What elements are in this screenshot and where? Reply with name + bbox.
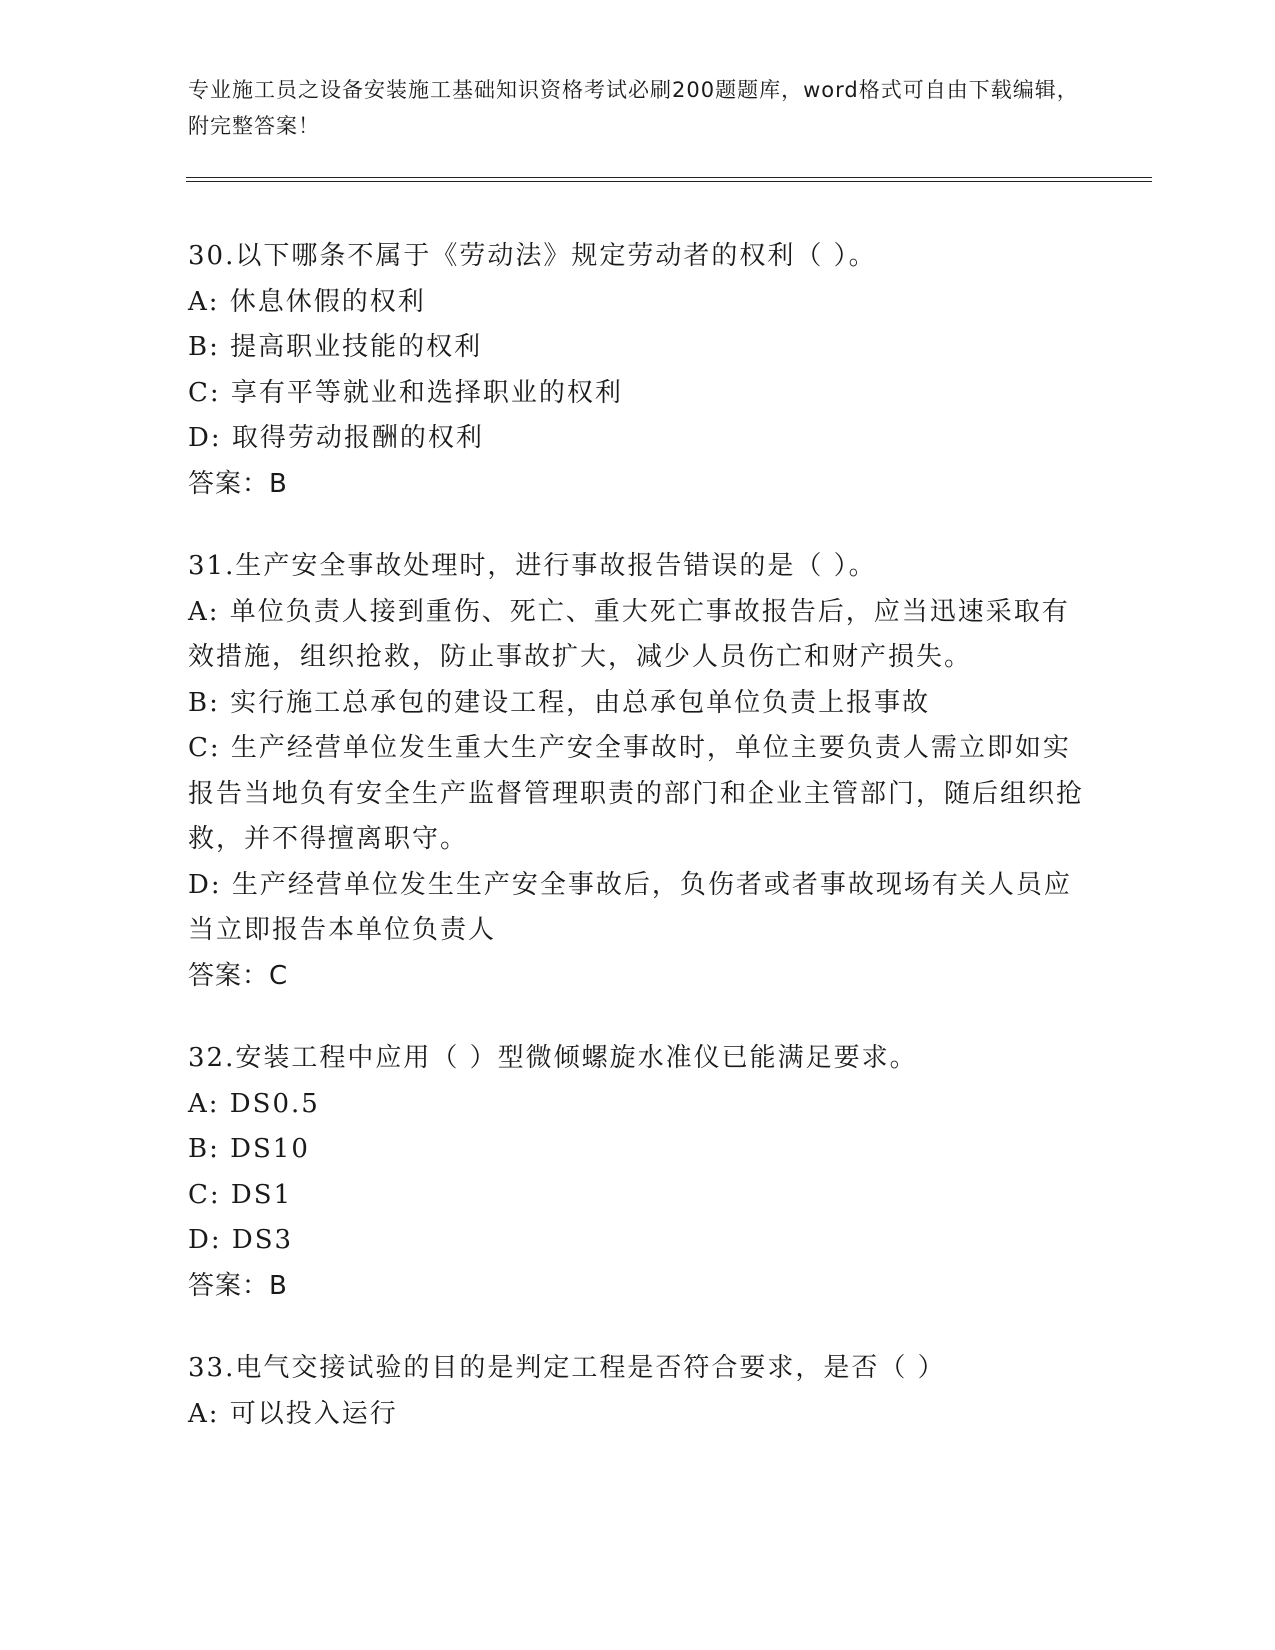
question-stem: 32.安装工程中应用（ ）型微倾螺旋水准仪已能满足要求。 <box>188 1043 918 1073</box>
option-d: D: 生产经营单位发生生产安全事故后，负伤者或者事故现场有关人员应当立即报告本单位负责人 <box>188 869 1072 945</box>
question-33 <box>188 1346 1088 1437</box>
option-c: C: 享有平等就业和选择职业的权利 <box>188 377 623 408</box>
question-32 <box>188 1036 1088 1309</box>
option-a: A: 可以投入运行 <box>188 1398 398 1429</box>
option-b: B: 实行施工总承包的建设工程，由总承包单位负责上报事故 <box>188 687 931 718</box>
header-intro-text: 专业施工员之设备安装施工基础知识资格考试必刷200题题库，word格式可自由下载编辑，附完整答案！ <box>188 78 1079 138</box>
option-d: D: 取得劳动报酬的权利 <box>188 423 484 453</box>
option-b: B: DS10 <box>188 1134 310 1164</box>
option-d: D: DS3 <box>188 1225 294 1255</box>
header-divider-bottom <box>186 181 1152 182</box>
question-stem: 31.生产安全事故处理时，进行事故报告错误的是（ ）。 <box>188 551 877 581</box>
header-divider-top <box>186 177 1152 178</box>
option-b: B: 提高职业技能的权利 <box>188 332 483 362</box>
question-31 <box>188 544 1088 999</box>
question-list <box>188 234 1088 1474</box>
option-c: C: 生产经营单位发生重大生产安全事故时，单位主要负责人需立即如实报告当地负有安全生产监督管理职责的部门和企业主管部门，随后组织抢救，并不得擅离职守。 <box>188 733 1085 854</box>
document-header <box>188 72 1088 144</box>
answer-label: 答案：B <box>188 1270 288 1301</box>
option-a: A: 休息休假的权利 <box>188 286 426 317</box>
answer-label: 答案：C <box>188 960 289 991</box>
option-a: A: DS0.5 <box>188 1088 320 1119</box>
question-30 <box>188 234 1088 507</box>
option-c: C: DS1 <box>188 1179 293 1210</box>
option-a: A: 单位负责人接到重伤、死亡、重大死亡事故报告后，应当迅速采取有效措施，组织抢救，防止事故扩大，减少人员伤亡和财产损失。 <box>188 596 1070 672</box>
answer-label: 答案：B <box>188 468 288 499</box>
question-stem: 33.电气交接试验的目的是判定工程是否符合要求，是否（ ） <box>188 1353 946 1383</box>
question-stem: 30.以下哪条不属于《劳动法》规定劳动者的权利（ ）。 <box>188 241 877 271</box>
